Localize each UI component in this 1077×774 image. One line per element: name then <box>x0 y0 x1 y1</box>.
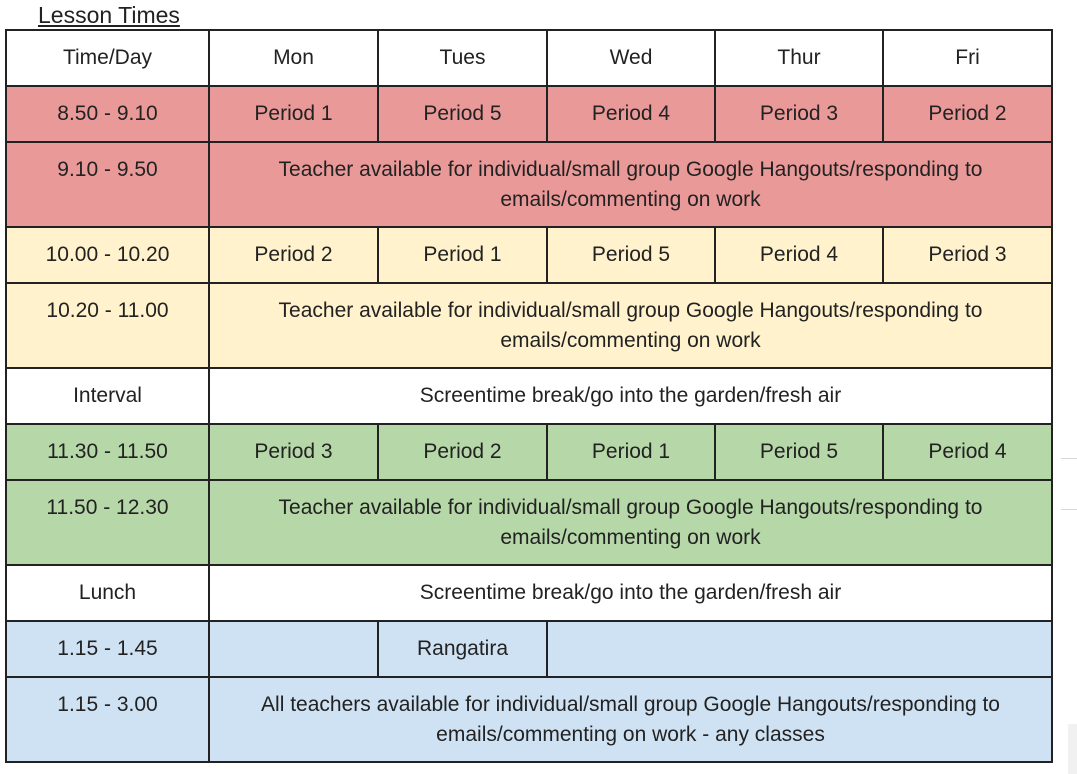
period-cell: Period 4 <box>883 424 1052 480</box>
table-row <box>6 227 1052 283</box>
header-mon: Mon <box>209 30 378 86</box>
table-row <box>6 480 1052 565</box>
time-cell: Lunch <box>6 565 209 621</box>
page-edge-mark <box>1061 458 1077 459</box>
availability-note: All teachers available for individual/small group Google Hangouts/responding to emails/commenting on work - any classes <box>209 677 1052 762</box>
table-row <box>6 565 1052 621</box>
header-row <box>6 30 1052 86</box>
page-edge-shadow <box>1068 724 1077 774</box>
period-cell: Period 2 <box>209 227 378 283</box>
period-cell: Period 3 <box>715 86 883 142</box>
period-cell: Period 2 <box>378 424 547 480</box>
table-row <box>6 621 1052 677</box>
table-row <box>6 677 1052 762</box>
header-time-day: Time/Day <box>6 30 209 86</box>
period-cell: Period 3 <box>209 424 378 480</box>
table-row <box>6 424 1052 480</box>
break-note: Screentime break/go into the garden/fresh air <box>209 565 1052 621</box>
header-tues: Tues <box>378 30 547 86</box>
period-cell: Period 1 <box>547 424 715 480</box>
period-cell: Period 5 <box>378 86 547 142</box>
period-cell: Period 4 <box>715 227 883 283</box>
break-note: Screentime break/go into the garden/fresh air <box>209 368 1052 424</box>
time-cell: 9.10 - 9.50 <box>6 142 209 227</box>
empty-cell <box>209 621 378 677</box>
lesson-timetable <box>5 29 1053 763</box>
period-cell: Period 5 <box>547 227 715 283</box>
table-row <box>6 283 1052 368</box>
time-cell: 11.30 - 11.50 <box>6 424 209 480</box>
availability-note: Teacher available for individual/small group Google Hangouts/responding to emails/commenting on work <box>209 142 1052 227</box>
page-edge-mark <box>1061 509 1077 510</box>
header-fri: Fri <box>883 30 1052 86</box>
period-cell: Period 3 <box>883 227 1052 283</box>
period-cell: Period 1 <box>209 86 378 142</box>
empty-cell <box>547 621 1052 677</box>
time-cell: 10.00 - 10.20 <box>6 227 209 283</box>
table-row <box>6 368 1052 424</box>
period-cell: Period 5 <box>715 424 883 480</box>
header-wed: Wed <box>547 30 715 86</box>
period-cell: Period 1 <box>378 227 547 283</box>
period-cell: Period 4 <box>547 86 715 142</box>
time-cell: 10.20 - 11.00 <box>6 283 209 368</box>
availability-note: Teacher available for individual/small group Google Hangouts/responding to emails/commenting on work <box>209 480 1052 565</box>
time-cell: 11.50 - 12.30 <box>6 480 209 565</box>
document-title: Lesson Times <box>38 2 180 28</box>
time-cell: 8.50 - 9.10 <box>6 86 209 142</box>
table-row <box>6 86 1052 142</box>
time-cell: Interval <box>6 368 209 424</box>
time-cell: 1.15 - 3.00 <box>6 677 209 762</box>
time-cell: 1.15 - 1.45 <box>6 621 209 677</box>
table-row <box>6 142 1052 227</box>
rangatira-cell: Rangatira <box>378 621 547 677</box>
period-cell: Period 2 <box>883 86 1052 142</box>
availability-note: Teacher available for individual/small group Google Hangouts/responding to emails/commenting on work <box>209 283 1052 368</box>
header-thur: Thur <box>715 30 883 86</box>
